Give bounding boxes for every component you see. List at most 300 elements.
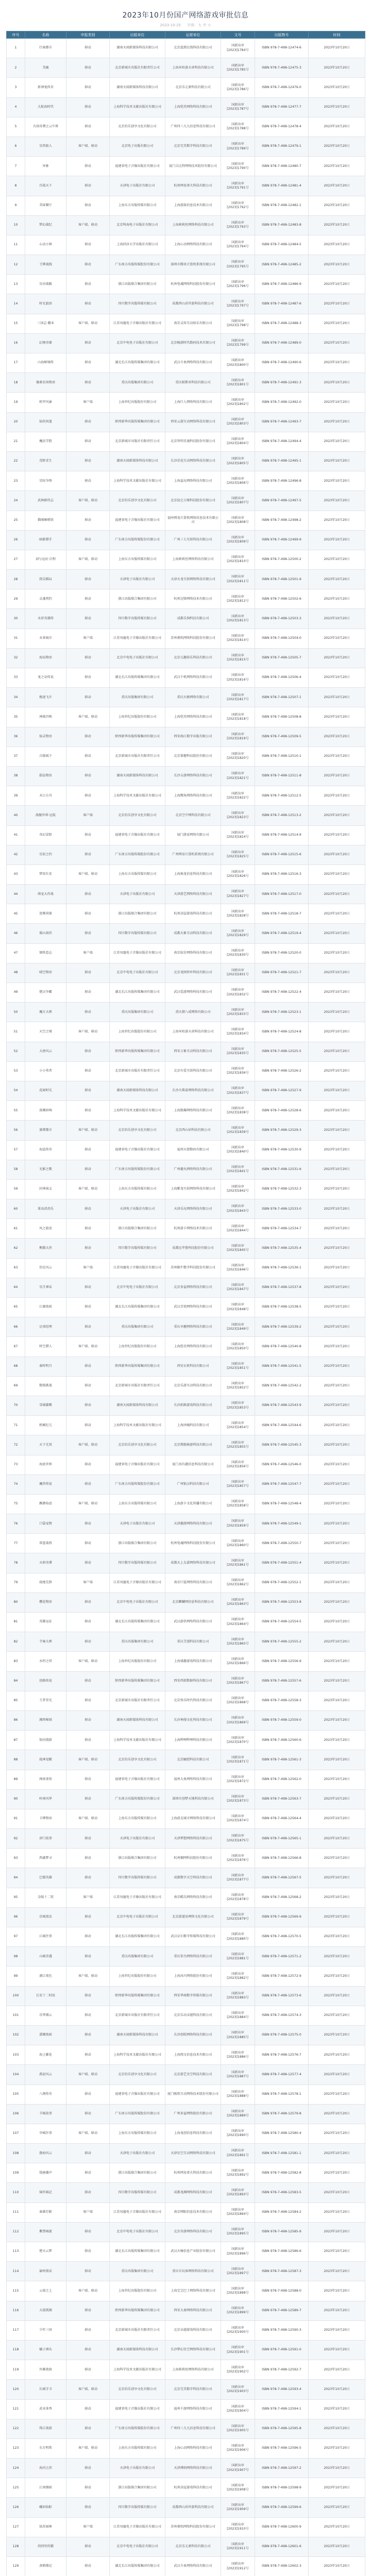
cell-game-name: 未来城市 [25,629,66,648]
table-row [7,294,365,314]
cell-operator: 天津梦想网络科技有限公司 [165,1829,221,1849]
cell-index: 114 [7,2262,25,2281]
cell-category: 移动 [66,570,110,589]
cell-game-name: 时空猎人 [25,1337,66,1357]
page-title: 2023年10月份国产网络游戏审批信息 [122,11,249,20]
cell-date: 2023年10月20日 [309,2006,365,2025]
cell-publisher: 上海东方出版传媒有限公司 [110,196,165,215]
cell-date: 2023年10月20日 [309,1435,365,1455]
cell-category: 移动 [66,885,110,904]
cell-index: 126 [7,2498,25,2517]
cell-approval-no: 国新出审[2023]1911号 [221,2537,255,2556]
cell-approval-no: 国新出审[2023]1892号 [221,2163,255,2183]
cell-index: 59 [7,1179,25,1199]
cell-date: 2023年10月20日 [309,747,365,766]
cell-approval-no: 国新出审[2023]1787号 [221,97,255,117]
cell-category: 移动 [66,1219,110,1239]
cell-isbn: ISBN 978-7-498-12489-0 [255,333,309,353]
cell-date: 2023年10月20日 [309,2084,365,2104]
table-row [7,1868,365,1888]
cell-approval-no: 国新出审[2023]1900号 [221,2320,255,2340]
cell-approval-no: 国新出审[2023]1880号 [221,1927,255,1947]
cell-publisher: 湖南天闻新媒体科技有限公司 [110,1396,165,1415]
cell-operator: 上海沐瞳科技有限公司 [165,1416,221,1435]
font-size-switcher[interactable]: 字体：大 中 小 [187,23,211,27]
cell-operator: 北京乐动卓越科技有限公司 [165,2006,221,2025]
cell-isbn: ISBN 978-7-498-12504-0 [255,629,309,648]
cell-isbn: ISBN 978-7-498-12594-1 [255,2399,309,2419]
cell-publisher: 福建省电子音像出版社有限公司 [110,157,165,176]
table-row [7,1003,365,1022]
cell-publisher: 上海世纪出版股份有限公司 [110,1022,165,1042]
cell-index: 14 [7,294,25,314]
cell-operator: 上海恺英网络科技有限公司 [165,97,221,117]
cell-game-name: 坦克风云 [25,1258,66,1278]
cell-isbn: ISBN 978-7-498-12595-8 [255,2419,309,2438]
cell-category: 移动 [66,2222,110,2242]
cell-index: 76 [7,1514,25,1534]
table-row [7,2399,365,2419]
cell-isbn: ISBN 978-7-498-12532-3 [255,1179,309,1199]
cell-isbn: ISBN 978-7-498-12581-1 [255,2144,309,2163]
cell-operator: 上海心动网络科技有限公司 [165,2438,221,2458]
cell-date: 2023年10月20日 [309,2281,365,2301]
cell-approval-no: 国新出审[2023]1820号 [221,747,255,766]
cell-approval-no: 国新出审[2023]1875号 [221,1829,255,1849]
cell-operator: 杭州凉屋游戏科技有限公司 [165,2478,221,2498]
cell-category: 移动 [66,1199,110,1219]
cell-isbn: ISBN 978-7-498-12588-0 [255,2281,309,2301]
cell-publisher: 浙江出版联合集团有限公司 [110,2163,165,2183]
cell-category: 客户端 [66,629,110,648]
column-header: 名称 [25,31,66,39]
cell-publisher: 湖北长江出版传媒集团有限公司 [110,983,165,1003]
cell-category: 移动 [66,1081,110,1100]
publish-date: 2023-10-25 [160,23,181,27]
cell-game-name: 迷雾侦探 [25,904,66,924]
table-row [7,255,365,275]
cell-operator: 深圳市腾讯计算机系统有限公司 [165,255,221,275]
cell-approval-no: 国新出审[2023]1785号 [221,58,255,78]
cell-isbn: ISBN 978-7-498-12577-4 [255,2065,309,2084]
cell-category: 移动 [66,963,110,982]
cell-publisher: 天津电子出版社有限公司 [110,570,165,589]
cell-publisher: 湖北长江出版传媒集团有限公司 [110,668,165,688]
cell-date: 2023年10月20日 [309,294,365,314]
cell-index: 55 [7,1101,25,1121]
cell-publisher: 福建省电子音像出版社有限公司 [110,2399,165,2419]
cell-approval-no: 国新出审[2023]1810号 [221,550,255,569]
cell-category: 移动 [66,1710,110,1730]
cell-index: 109 [7,2163,25,2183]
cell-operator: 天津星空互动网络科技有限公司 [165,2144,221,2163]
cell-category: 移动 [66,1042,110,1061]
cell-isbn: ISBN 978-7-498-12549-1 [255,1514,309,1534]
cell-isbn: ISBN 978-7-498-12591-0 [255,2340,309,2360]
table-row [7,2222,365,2242]
cell-operator: 南京炫佳网络科技有限公司 [165,943,221,963]
cell-date: 2023年10月20日 [309,215,365,235]
cell-category: 移动 [66,1376,110,1396]
cell-isbn: ISBN 978-7-498-12480-7 [255,157,309,176]
cell-publisher: 北京中电电子出版社有限公司 [110,2222,165,2242]
cell-operator: 重庆猪八戒网络有限公司 [165,1003,221,1022]
cell-operator: 长沙神漫文化科技有限公司 [165,1710,221,1730]
cell-publisher: 湖南天闻新媒体科技有限公司 [110,451,165,471]
cell-index: 54 [7,1081,25,1100]
cell-approval-no: 国新出审[2023]1883号 [221,1986,255,2006]
cell-operator: 北京触控科技有限公司 [165,1750,221,1770]
cell-publisher: 江苏凤凰电子音像出版社有限公司 [110,2202,165,2222]
cell-approval-no: 国新出审[2023]1912号 [221,2557,255,2576]
cell-date: 2023年10月20日 [309,943,365,963]
cell-approval-no: 国新出审[2023]1888号 [221,2084,255,2104]
cell-approval-no: 国新出审[2023]1859号 [221,1514,255,1534]
cell-index: 120 [7,2380,25,2399]
cell-isbn: ISBN 978-7-498-12483-8 [255,215,309,235]
cell-game-name: 长城守卫 [25,2380,66,2399]
cell-isbn: ISBN 978-7-498-12533-0 [255,1199,309,1219]
cell-operator: 南京巨鲨网络科技有限公司 [165,1573,221,1592]
cell-category: 移动 [66,2045,110,2065]
cell-isbn: ISBN 978-7-498-12526-2 [255,1061,309,1081]
cell-index: 12 [7,255,25,275]
table-row [7,570,365,589]
cell-category: 移动 [66,2340,110,2360]
cell-date: 2023年10月20日 [309,1179,365,1199]
cell-operator: 广州多益网络股份有限公司 [165,2104,221,2124]
cell-date: 2023年10月20日 [309,2438,365,2458]
cell-operator: 广州三七互娱科技有限公司 [165,530,221,550]
cell-approval-no: 国新出审[2023]1830号 [221,943,255,963]
cell-operator: 成都尼毕鲁科技股份有限公司 [165,1239,221,1258]
cell-approval-no: 国新出审[2023]1806号 [221,471,255,491]
table-row [7,1475,365,1494]
cell-category: 移动 [66,2360,110,2380]
cell-publisher: 北京中电电子出版社有限公司 [110,1278,165,1297]
cell-approval-no: 国新出审[2023]1884号 [221,2006,255,2025]
cell-operator: 北京快乐时代科技有限公司 [165,1691,221,1710]
table-row [7,432,365,451]
cell-date: 2023年10月20日 [309,1927,365,1947]
cell-game-name: 大唐风云 [25,1042,66,1061]
cell-game-name: 珠江夜游 [25,2419,66,2438]
cell-isbn: ISBN 978-7-498-12534-7 [255,1219,309,1239]
cell-publisher: 福建省电子音像出版社有限公司 [110,2084,165,2104]
cell-game-name: 京华烟云 [25,2006,66,2025]
cell-operator: 上海米哈游天命科技有限公司 [165,58,221,78]
cell-approval-no: 国新出审[2023]1809号 [221,530,255,550]
table-row [7,275,365,294]
table-row [7,314,365,333]
table-row [7,1022,365,1042]
cell-approval-no: 国新出审[2023]1799号 [221,333,255,353]
cell-game-name: 幻境奇缘 [25,333,66,353]
cell-category: 移动 [66,1278,110,1297]
cell-approval-no: 国新出审[2023]1839号 [221,1121,255,1140]
cell-game-name: 天府奇谭 [25,1553,66,1573]
cell-game-name: 末日方舟 [25,786,66,806]
cell-publisher: 福建省电子音像出版社有限公司 [110,511,165,530]
cell-isbn: ISBN 978-7-498-12568-2 [255,1888,309,1907]
cell-category: 移动 [66,845,110,865]
cell-index: 6 [7,137,25,156]
table-row [7,1652,365,1671]
cell-isbn: ISBN 978-7-498-12582-8 [255,2163,309,2183]
cell-index: 64 [7,1278,25,1297]
table-row [7,1121,365,1140]
cell-publisher: 上海东方出版传媒有限公司 [110,2438,165,2458]
cell-operator: 南京灵犀互动娱乐有限公司 [165,314,221,333]
cell-operator: 南京网眼信息技术有限公司 [165,2202,221,2222]
table-row [7,2281,365,2301]
cell-category: 移动 [66,589,110,609]
cell-index: 81 [7,1613,25,1632]
cell-date: 2023年10月20日 [309,2557,365,2576]
cell-publisher: 福建省电子音像出版社有限公司 [110,1455,165,1475]
cell-category: 移动 [66,648,110,668]
cell-isbn: ISBN 978-7-498-12519-4 [255,924,309,943]
cell-operator: 厦门真有趣信息科技有限公司 [165,1455,221,1475]
cell-index: 71 [7,1416,25,1435]
cell-date: 2023年10月20日 [309,2537,365,2556]
cell-operator: 武汉爱游网络科技有限公司 [165,983,221,1003]
cell-game-name: 银河漫游 [25,1731,66,1750]
cell-category: 移动 [66,1947,110,1967]
cell-game-name: 楚汉争霸 [25,983,66,1003]
table-row [7,1396,365,1415]
cell-approval-no: 国新出审[2023]1804号 [221,432,255,451]
cell-operator: 成都天象互动科技有限公司 [165,924,221,943]
cell-category: 移动 [66,1731,110,1750]
cell-category: 移动 [66,983,110,1003]
cell-date: 2023年10月20日 [309,2124,365,2143]
cell-date: 2023年10月20日 [309,1455,365,1475]
cell-publisher: 北京中电电子出版社有限公司 [110,648,165,668]
cell-index: 53 [7,1061,25,1081]
cell-publisher: 北京伯乐创享文化有限公司 [110,1121,165,1140]
table-row [7,707,365,727]
cell-isbn: ISBN 978-7-498-12578-1 [255,2084,309,2104]
cell-category: 移动 [66,117,110,137]
cell-date: 2023年10月20日 [309,1337,365,1357]
table-row [7,1337,365,1357]
cell-isbn: ISBN 978-7-498-12479-1 [255,137,309,156]
table-row [7,1731,365,1750]
table-row [7,1789,365,1809]
cell-approval-no: 国新出审[2023]1821号 [221,766,255,786]
cell-game-name: 黄鹤楼记 [25,2557,66,2576]
cell-date: 2023年10月20日 [309,78,365,97]
cell-index: 63 [7,1258,25,1278]
cell-isbn: ISBN 978-7-498-12497-5 [255,491,309,511]
cell-approval-no: 国新出审[2023]1840号 [221,1140,255,1160]
cell-approval-no: 国新出审[2023]1832号 [221,983,255,1003]
cell-approval-no: 国新出审[2023]1896号 [221,2242,255,2262]
cell-index: 104 [7,2065,25,2084]
table-row [7,609,365,629]
cell-game-name: 王者荣光 [25,1691,66,1710]
cell-date: 2023年10月20日 [309,530,365,550]
cell-operator: 福州大鱼网络科技有限公司 [165,1770,221,1789]
cell-approval-no: 国新出审[2023]1819号 [221,727,255,747]
cell-isbn: ISBN 978-7-498-12565-1 [255,1829,309,1849]
cell-publisher: 四川数字出版传媒有限公司 [110,1239,165,1258]
cell-index: 118 [7,2340,25,2360]
cell-isbn: ISBN 978-7-498-12510-1 [255,747,309,766]
cell-category: 客户端 [66,1258,110,1278]
cell-publisher: 广东南方出版传媒股份有限公司 [110,1475,165,1494]
cell-approval-no: 国新出审[2023]1897号 [221,2262,255,2281]
cell-isbn: ISBN 978-7-498-12474-6 [255,39,309,58]
cell-isbn: ISBN 978-7-498-12478-4 [255,117,309,137]
cell-date: 2023年10月20日 [309,1691,365,1710]
cell-game-name: 小小勇者 [25,1061,66,1081]
cell-operator: 南京酷乐网络科技有限公司 [165,1888,221,1907]
cell-approval-no: 国新出审[2023]1817号 [221,688,255,707]
table-row [7,550,365,569]
cell-operator: 重庆天极网络有限公司 [165,688,221,707]
cell-game-name: 异象 [25,157,66,176]
cell-isbn: ISBN 978-7-498-12476-0 [255,78,309,97]
cell-approval-no: 国新出审[2023]1795号 [221,255,255,275]
cell-date: 2023年10月20日 [309,1357,365,1376]
cell-isbn: ISBN 978-7-498-12551-4 [255,1553,309,1573]
cell-isbn: ISBN 978-7-498-12601-6 [255,2537,309,2556]
cell-game-name: 三国志·霸业 [25,314,66,333]
cell-publisher: 陕西新华出版传媒集团有限公司 [110,1671,165,1691]
cell-approval-no: 国新出审[2023]1845号 [221,1239,255,1258]
cell-category: 移动 [66,2301,110,2320]
cell-index: 1 [7,39,25,58]
cell-approval-no: 国新出审[2023]1850号 [221,1337,255,1357]
cell-operator: 重庆笨鸟网络科技有限公司 [165,1947,221,1967]
cell-approval-no: 国新出审[2023]1864号 [221,1613,255,1632]
table-row [7,353,365,373]
cell-publisher: 四川数字出版传媒有限公司 [110,1868,165,1888]
cell-isbn: ISBN 978-7-498-12500-2 [255,550,309,569]
cell-game-name: 钢铁意志 [25,943,66,963]
cell-publisher: 陕西新华出版传媒集团有限公司 [110,1042,165,1061]
cell-operator: 天津博纳网络科技有限公司 [165,2459,221,2478]
cell-operator: 北京完美数字科技有限公司 [165,2380,221,2399]
cell-operator: 北京搜狐畅游科技有限公司 [165,1435,221,1455]
cell-category: 移动 [66,2399,110,2419]
cell-category: 移动 [66,1553,110,1573]
cell-date: 2023年10月20日 [309,1101,365,1121]
cell-index: 128 [7,2537,25,2556]
cell-publisher: 北京科海电子出版社有限公司 [110,215,165,235]
table-row [7,1219,365,1239]
cell-category: 移动 [66,747,110,766]
cell-isbn: ISBN 978-7-498-12517-0 [255,885,309,904]
cell-operator: 福州千游网络科技有限公司 [165,2399,221,2419]
cell-game-name: 海河之滨 [25,2459,66,2478]
table-row [7,1534,365,1553]
cell-approval-no: 国新出审[2023]1813号 [221,609,255,629]
cell-operator: 福州网龙计算机网络信息技术有限公司 [165,511,221,530]
cell-date: 2023年10月20日 [309,2380,365,2399]
cell-index: 19 [7,393,25,412]
table-row [7,1947,365,1967]
cell-game-name: 兵临城下 [25,747,66,766]
cell-publisher: 北京中电电子出版社有限公司 [110,1592,165,1612]
cell-index: 29 [7,589,25,609]
cell-date: 2023年10月20日 [309,825,365,845]
table-row [7,2301,365,2320]
cell-publisher: 北京伯乐创享文化有限公司 [110,2065,165,2084]
cell-date: 2023年10月20日 [309,2320,365,2340]
cell-game-name: 风之旅途 [25,1219,66,1239]
cell-index: 24 [7,491,25,511]
cell-date: 2023年10月20日 [309,2478,365,2498]
cell-game-name: 心动小镇 [25,235,66,255]
cell-approval-no: 国新出审[2023]1878号 [221,1888,255,1907]
cell-index: 127 [7,2517,25,2537]
cell-date: 2023年10月20日 [309,1317,365,1337]
cell-publisher: 天津电子出版社有限公司 [110,2459,165,2478]
cell-date: 2023年10月20日 [309,983,365,1003]
cell-publisher: 北京中电电子出版社有限公司 [110,963,165,982]
cell-index: 102 [7,2025,25,2045]
cell-publisher: 重庆出版集团有限公司 [110,1632,165,1652]
cell-isbn: ISBN 978-7-498-12524-8 [255,1022,309,1042]
table-row [7,1435,365,1455]
cell-game-name: 星辰之约 [25,845,66,865]
cell-date: 2023年10月20日 [309,1573,365,1592]
cell-isbn: ISBN 978-7-498-12600-9 [255,2517,309,2537]
cell-isbn: ISBN 978-7-498-12490-6 [255,353,309,373]
cell-isbn: ISBN 978-7-498-12542-2 [255,1376,309,1396]
cell-category: 移动 [66,2419,110,2438]
cell-date: 2023年10月20日 [309,1022,365,1042]
cell-game-name: 神域召唤 [25,707,66,727]
cell-isbn: ISBN 978-7-498-12507-1 [255,688,309,707]
table-header-row [7,31,365,39]
cell-date: 2023年10月20日 [309,1671,365,1691]
cell-game-name: 赛博都市 [25,1121,66,1140]
cell-publisher: 北京新城市出版社有限责任公司 [110,432,165,451]
cell-operator: 上海莉莉丝网络科技有限公司 [165,550,221,569]
cell-operator: 成都乐狗科技有限公司 [165,609,221,629]
cell-game-name: 秦淮灯影 [25,2202,66,2222]
table-row [7,845,365,865]
cell-date: 2023年10月20日 [309,1003,365,1022]
cell-game-name: 美鹿 [25,58,66,78]
cell-isbn: ISBN 978-7-498-12548-4 [255,1494,309,1514]
cell-game-name: 光影之歌 [25,1160,66,1179]
table-row [7,806,365,825]
cell-operator: 杭州边锋网络技术有限公司 [165,589,221,609]
table-row [7,157,365,176]
cell-publisher: 北京新城市出版社有限责任公司 [110,2320,165,2340]
table-row [7,924,365,943]
table-row [7,2006,365,2025]
cell-operator: 天津游艺网络科技有限公司 [165,885,221,904]
cell-publisher: 浙江出版联合集团有限公司 [110,2478,165,2498]
cell-index: 61 [7,1219,25,1239]
cell-publisher: 浙江出版联合集团有限公司 [110,1534,165,1553]
cell-category: 移动 [66,2478,110,2498]
cell-publisher: 重庆出版集团有限公司 [110,1947,165,1967]
table-row [7,2262,365,2281]
cell-category: 移动 [66,1592,110,1612]
cell-approval-no: 国新出审[2023]1903号 [221,2380,255,2399]
cell-operator: 杭州电魂网络科技股份有限公司 [165,1534,221,1553]
cell-date: 2023年10月20日 [309,1534,365,1553]
cell-game-name: 楚天云梦 [25,2242,66,2262]
cell-date: 2023年10月20日 [309,845,365,865]
